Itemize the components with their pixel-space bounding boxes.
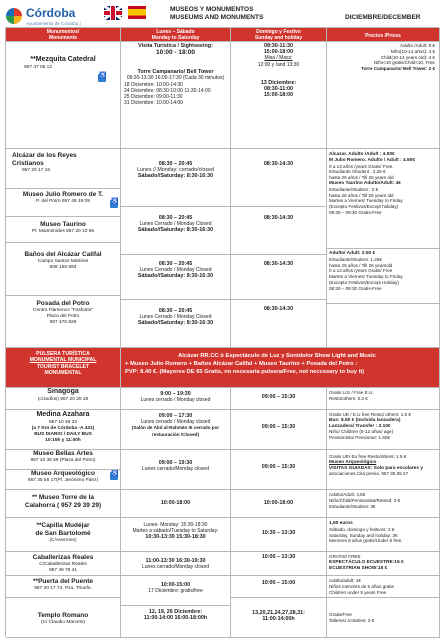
row-medina-name: Medina Azahara 957 10 49 33 (a 7 Km de Córdoba -A 431) BUS DIARIO / DAILY BUS 10:15h y 11:00h (6, 410, 121, 450)
accessibility-icon (110, 472, 118, 480)
uk-flag-icon (104, 6, 122, 20)
row-bellas-prices: Gratis UE/ Eu free Resto/others: 1.5 € Museo Arqueológico VISITAS GUIADAS: Solo para escolares y asociaciones.Cita previa. 957 35 55 27 (327, 450, 440, 490)
accessibility-icon (98, 74, 106, 82)
col-header-weekday: Lunes – Sábado Monday to Saturday (121, 28, 231, 42)
row-sinagoga-prices: Gratis U.E / Free E.U. Resto/others: 0.3 € (327, 388, 440, 410)
row-alcazar-name: Alcázar de los Reyes Cristianos 957 20 17 16 (6, 149, 121, 189)
logo-subtitle: Ayuntamiento de Córdoba | (26, 21, 81, 26)
row-medina-prices: Gratis UE / E.U free Resto/ others: 1.5 € Bus: 8.50 € (Incluida lanzadera) Lanzadera/ Transfer : 2.10€ Niño/ Children (5-12 años/ age) Pensionista/ Pensioner: 1.50€ (327, 410, 440, 450)
row-puerta-puente-name: **Puerta del Puente 957 20 17 74. Pza. Triunfo. (6, 576, 121, 598)
row-julio-romero-name: Museo Julio Romero de T. P. del Potro 957 49 19 09 ♿ (6, 189, 121, 217)
row-templo-romano-sunday: 13,20,21,24,27,28,31: 11:00-14:00h (231, 598, 327, 638)
row-calahorra-sunday: 10:00-18:00 (231, 490, 327, 518)
row-puerta-puente-prices: Adulto/adult: 1€ Niños menores de 5 años gratis Children under 5 years Free (327, 576, 440, 598)
row-mezquita-prices: Adulto /Adult: 8 € Niño(10-14 años): 4 € Child(10-14 years old): 4 € Niño<10 gratis/Child<10, Free Torre Campanario/ Bell Tower: 2 € (327, 42, 440, 149)
row-banos-prices: Adulto/ Adult: 2.50 € Estudiante/Student: 1.25€ hasta 26 años / Till 26 yearsold 0 a 13 años /years Gratis/ Free Martes a Viernes/ Tuesday to Friday (Excepto Festivos/Except Holiday) 08:30 – 09:30 Gratis-Free (327, 249, 440, 304)
title-es: MUSEOS Y MONUMENTOS (170, 6, 254, 13)
col-header-monuments: Monumentos/ Monuments (6, 28, 121, 42)
tourist-bracelet-label: PULSERA TURÍSTICA MONUMENTAL MUNICIPAL TOURIST BRACELET MONUMENTAL (6, 348, 121, 388)
row-calahorra-prices: Adulto/Adult: 4,5€ Niño/Child/Pensionista/Retired: 3 € Estudiante/Student: 3€ (327, 490, 440, 518)
row-banos-name: Baños del Alcázar Califal Campo Santos Mártires 608 158 893 (6, 243, 121, 296)
row-sinagoga-weekday: 9:00 – 19:30 Lunes cerrado / Monday closed (121, 388, 231, 410)
row-puerta-puente-weekday: 10:00-15:00 17 Diciembre: gratis/free (121, 576, 231, 606)
row-posada-weekday: 08:30 – 20:45 Lunes Cerrado / Monday Closed Sábado//Saturday: 8:30-16:30 (121, 300, 231, 348)
row-bellas-sunday: 09:00 – 15:30 (231, 450, 327, 490)
row-bellas-weekday: 09:00 – 19:30 Lunes cerrado/Monday closed (121, 450, 231, 490)
row-mezquita-weekday: Visita Turística / Sightseeing: 10:00 - 18:00 Torre Campanario/ Bell Tower 09:30-13:30 16:00-17:30 (Cada 30 minutos) 18 Diciembre: 10:00-14:30 24 Diciembre: 08:30-10:00 11:30-14:00 25 Diciembre: 09:00-11:30 31 Diciembre: 10:00-14:00 (121, 42, 231, 149)
row-alcazar-prices: Alcazar. Adulto /Adult : 4.50€ M Julio Romero. Adulto / Adult : 4.50€ 0 a 13 años /years Gratis/ Free. Estudiante /Student : 2.25 € hasta 26 años / Till 26 years old Museo Taurino Adulto/Adult: 4€ Estudiante/Student : 2 € hasta 26 años / Till 26 years old Martes a Viernes/ Tuesday to Friday (Excepto Festivos/Except holiday) 08:30 – 09:30 Gratis-Free (327, 149, 440, 249)
row-caballerizas-sunday: 10:00 – 13:30 (231, 552, 327, 576)
col-header-prices: Precios /Prices (327, 28, 440, 42)
row-caballerizas-name: Caballerizas Reales C/Caballerizas Reales 957 49 78 41 (6, 552, 121, 576)
row-capilla-name: **Capilla Mudéjar de San Bartolomé (C/Averroes) (6, 518, 121, 552)
row-medina-weekday: 09:00 – 17:30 Lunes cerrado / Monday closed (Salón de Abd al-Rahmān III cerrado por restauración /Closed) (121, 410, 231, 450)
spain-flag-icon (128, 6, 146, 19)
row-alcazar-weekday: 08:30 – 20:45 Lunes // Monday: cerrado/closed Sábado//Saturday: 8:30-16:30 (121, 149, 231, 207)
accessibility-icon (110, 200, 118, 208)
row-mezquita-name: **Mezquita Catedral 957 47 05 12 ♿ (6, 42, 121, 149)
row-posada-sunday: 08:30-14:30 (231, 300, 327, 348)
row-caballerizas-prices: GRATIS/ FREE ESPECTÁCULO ECUESTRE:15 € ECUESTRIAN SHOW:15 € (327, 552, 440, 576)
row-capilla-weekday: Lunes- Monday: 15:30-18:30 Martes a sábado/Tuesday to Saturday: 10:30-13:30 15:30-18:30 (121, 518, 231, 552)
row-templo-romano-weekday: 12, 19, 26 Diciembre: 11:00-14:00 16:00-18:00h (121, 606, 231, 638)
row-museo-taurino-name: Museo Taurino Pl. Maimónides 957 20 10 56 (6, 217, 121, 243)
row-caballerizas-weekday: 11:00-13:30 16:30-19:30 Lunes cerrado/Monday closed (121, 552, 231, 576)
row-banos-weekday: 08:30 – 20:45 Lunes Cerrado / Monday Closed Sábado//Saturday: 8:30-16:30 (121, 255, 231, 300)
tourist-bracelet-info: Alcázar RR.CC ó Espectáculo de Luz y Sonido/or Show Light and Music + Museo Julio Romero + Baños Alcázar Califal + Museo Taurino + Posada del Potro : PVP: 8.40 €. (Mayores DE 65 Gratis, no necesaria pulsera/Free, not neccesary to buy it) (121, 348, 440, 388)
col-header-sunday: Domingo y Festivo Sunday and holiday (231, 28, 327, 42)
row-bellas-artes-name: Museo Bellas Artes 957 10 36 59 (Plaza del Potro) (6, 450, 121, 470)
row-julio-taurino-weekday: 08:30 – 20:45 Lunes Cerrado / Monday Closed Sábado//Saturday: 8:30-16:30 (121, 207, 231, 255)
row-capilla-sunday: 10:30 – 13:30 (231, 518, 327, 552)
row-medina-sunday: 09:00 – 15:30 (231, 410, 327, 450)
row-posada-name: Posada del Potro Centro Flamenco "Fosforito" Plaza del Potro 957 476 829 (6, 296, 121, 348)
row-banos-sunday: 08:30-14:30 (231, 255, 327, 300)
row-julio-taurino-sunday: 08:30-14:30 (231, 207, 327, 255)
row-calahorra-name: ** Museo Torre de la Calahorra ( 957 29 39 29) (6, 490, 121, 518)
row-mezquita-sunday: 08:30-11:30 15:00-18:00 Misa / Mass: 12:00 y /and 13:30 13 Diciembre: 08:30-11:00 15:00-18:00 (231, 42, 327, 149)
row-templo-romano-prices: Gratis/Free Talleres/ Activities: 3 € (327, 598, 440, 638)
row-capilla-prices: 1,50 euros Sábado, domingo y festivos: 2 € Saturday, Sunday and holiday: 2€ Menores 8 años gratis/Under 8 free. (327, 518, 440, 552)
row-calahorra-weekday: 10:00-18:00 (121, 490, 231, 518)
museums-table (5, 27, 439, 637)
row-alcazar-sunday: 08:30-14:30 (231, 149, 327, 207)
title-date: DICIEMBRE/DECEMBER (345, 14, 421, 21)
row-templo-romano-name: Templo Romano (C/ Claudio Marcelo) (6, 598, 121, 638)
row-sinagoga-sunday: 09:00 – 15:30 (231, 388, 327, 410)
cordoba-logo-icon (6, 8, 22, 24)
row-sinagoga-name: Sinagoga (c/Judíos) 957 20 29 28 (6, 388, 121, 410)
row-arqueologico-name: Museo Arqueológico 957 35 55 17(Pl. Jerónimo Páez) ♿ (6, 470, 121, 490)
title-en: MUSEUMS AND MONUMENTS (170, 14, 264, 21)
row-puerta-puente-sunday: 10:00 – 15:00 (231, 576, 327, 598)
logo-text: Córdoba (26, 6, 76, 20)
row-posada-prices (327, 304, 440, 348)
